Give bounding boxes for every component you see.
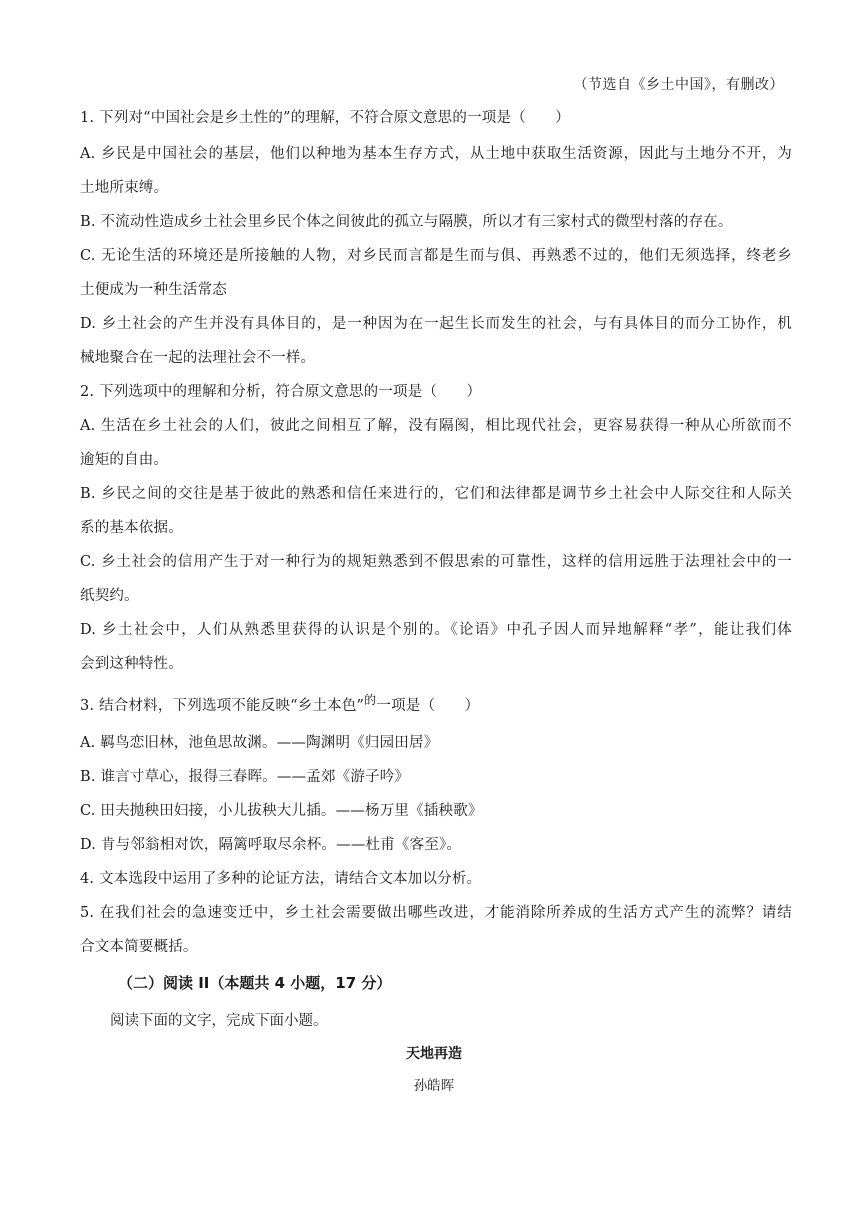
story-author: 孙皓晖 bbox=[413, 1078, 455, 1094]
question-2-option-c-line-1: C. 乡土社会的信用产生于对一种行为的规矩熟悉到不假思索的可靠性，这样的信用远胜于法理社会中的一 bbox=[80, 554, 792, 570]
question-1-option-a-line-2: 土地所束缚。 bbox=[80, 180, 169, 196]
question-2-option-b-line-1: B. 乡民之间的交往是基于彼此的熟悉和信任来进行的，它们和法律都是调节乡土社会中人际交往和人际关 bbox=[80, 486, 792, 502]
question-2-option-a-line-1: A. 生活在乡土社会的人们，彼此之间相互了解，没有隔阂，相比现代社会，更容易获得一种从心所欲而不 bbox=[80, 418, 792, 434]
question-1-option-d-line-2: 械地聚合在一起的法理社会不一样。 bbox=[80, 350, 316, 366]
question-2-option-a-line-2: 逾矩的自由。 bbox=[80, 452, 169, 468]
question-2-option-c-line-2: 纸契约。 bbox=[80, 588, 139, 604]
question-2-option-d-line-1: D. 乡土社会中，人们从熟悉里获得的认识是个别的。《论语》中孔子因人而异地解释“孝”，能让我们体 bbox=[80, 622, 792, 638]
question-3-option-b: B. 谁言寸草心，报得三春晖。——孟郊《游子吟》 bbox=[80, 769, 410, 785]
question-1-option-b: B. 不流动性造成乡土社会里乡民个体之间彼此的孤立与隔膜，所以才有三家村式的微型村落的存在。 bbox=[80, 214, 733, 230]
question-3-option-a: A. 羁鸟恋旧林，池鱼思故渊。——陶渊明《归园田居》 bbox=[80, 735, 439, 751]
source-note: （节选自《乡土中国》，有删改） bbox=[573, 77, 784, 93]
story-title: 天地再造 bbox=[406, 1046, 462, 1062]
question-4: 4. 文本选段中运用了多种的论证方法，请结合文本加以分析。 bbox=[80, 871, 482, 887]
question-1-option-c-line-1: C. 无论生活的环境还是所接触的人物，对乡民而言都是生而与俱、再熟悉不过的，他们无须选择，终老乡 bbox=[80, 248, 792, 264]
question-3-stem-superscript: 的 bbox=[364, 693, 377, 707]
question-1-option-c-line-2: 土便成为一种生活常态 bbox=[80, 282, 227, 298]
question-5-line-2: 合文本简要概括。 bbox=[80, 939, 198, 955]
question-2-stem: 2. 下列选项中的理解和分析，符合原文意思的一项是（ ） bbox=[80, 384, 482, 400]
question-3-stem-before: 3. 结合材料，下列选项不能反映“乡土本色” bbox=[80, 698, 365, 714]
question-2-option-d-line-2: 会到这种特性。 bbox=[80, 656, 183, 672]
question-1-option-a-line-1: A. 乡民是中国社会的基层，他们以种地为基本生存方式，从土地中获取生活资源，因此与土地分不开，为 bbox=[80, 146, 792, 162]
question-3-option-c: C. 田夫抛秧田妇接，小儿拔秧大儿插。——杨万里《插秧歌》 bbox=[80, 803, 483, 819]
section-heading: （二）阅读 II（本题共 4 小题，17 分） bbox=[118, 974, 392, 992]
question-1-option-d-line-1: D. 乡土社会的产生并没有具体目的，是一种因为在一起生长而发生的社会，与有具体目的而分工协作，机 bbox=[80, 316, 792, 332]
question-3-stem bbox=[80, 693, 480, 716]
question-5-line-1: 5. 在我们社会的急速变迁中，乡土社会需要做出哪些改进，才能消除所养成的生活方式产生的流弊？请结 bbox=[80, 905, 792, 921]
section-intro: 阅读下面的文字，完成下面小题。 bbox=[110, 1013, 328, 1029]
question-2-option-b-line-2: 系的基本依据。 bbox=[80, 520, 183, 536]
question-3-option-d: D. 肯与邻翁相对饮，隔篱呼取尽余杯。——杜甫《客至》。 bbox=[80, 837, 462, 853]
question-1-stem: 1. 下列对“中国社会是乡土性的”的理解，不符合原文意思的一项是（ ） bbox=[80, 110, 570, 126]
question-3-stem-after: 一项是（ ） bbox=[376, 698, 480, 714]
